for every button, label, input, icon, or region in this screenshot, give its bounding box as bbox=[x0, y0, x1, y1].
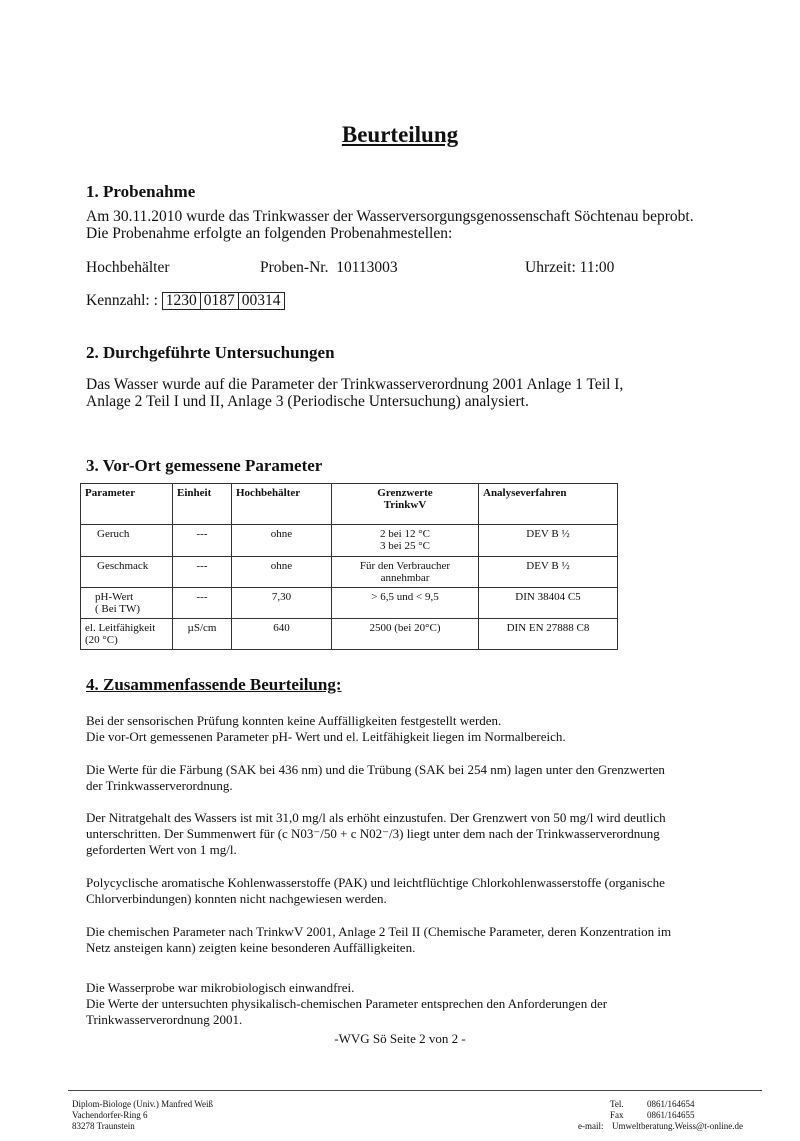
summary-paragraph-2 bbox=[86, 762, 736, 794]
sample-time-label: Uhrzeit: bbox=[525, 259, 576, 276]
col-header-hochbehaelter: Hochbehälter bbox=[232, 484, 332, 525]
table-row bbox=[81, 619, 618, 650]
summary-line: Die Werte der untersuchten physikalisch-chemischen Parameter entsprechen den Anforderungen der bbox=[86, 996, 608, 1011]
summary-line: Die Wasserprobe war mikrobiologisch einwandfrei. bbox=[86, 980, 355, 995]
sample-time-row bbox=[525, 259, 614, 276]
cell-parameter-line2: (20 °C) bbox=[85, 634, 118, 646]
section2-heading: 2. Durchgeführte Untersuchungen bbox=[86, 343, 335, 362]
cell-grenzwert: 2500 (bei 20°C) bbox=[332, 619, 479, 650]
cell-grenzwert bbox=[332, 557, 479, 588]
cell-wert: 640 bbox=[232, 619, 332, 650]
summary-line: Chlorverbindungen) konnten nicht nachgewiesen werden. bbox=[86, 891, 387, 906]
summary-paragraph-4 bbox=[86, 875, 736, 907]
cell-parameter: Geschmack bbox=[81, 557, 173, 588]
cell-wert: ohne bbox=[232, 557, 332, 588]
cell-grenzwert bbox=[332, 525, 479, 557]
col-header-grenzwerte-line1: Grenzwerte bbox=[377, 487, 433, 499]
cell-parameter-line2: ( Bei TW) bbox=[95, 603, 141, 615]
footer-tel: 0861/164654 bbox=[647, 1099, 695, 1109]
footer-email-label: e-mail: bbox=[578, 1121, 604, 1131]
page-title: Beurteilung bbox=[341, 122, 459, 147]
summary-line: Die chemischen Parameter nach TrinkwV 2001, Anlage 2 Teil II (Chemische Parameter, deren Konzentration im bbox=[86, 924, 672, 939]
cell-parameter: Geruch bbox=[81, 525, 173, 557]
footer-divider bbox=[68, 1090, 762, 1091]
cell-verfahren: DIN 38404 C5 bbox=[479, 588, 618, 619]
footer-city: 83278 Traunstein bbox=[72, 1121, 135, 1131]
cell-einheit: --- bbox=[173, 557, 232, 588]
section2-line1: Das Wasser wurde auf die Parameter der Trinkwasserverordnung 2001 Anlage 1 Teil I, bbox=[86, 376, 624, 393]
col-header-einheit: Einheit bbox=[173, 484, 232, 525]
sample-number-row bbox=[260, 259, 398, 276]
summary-line: Polycyclische aromatische Kohlenwasserstoffe (PAK) und leichtflüchtige Chlorkohlenwasserstoffe (organische bbox=[86, 875, 665, 890]
kennzahl-label: Kennzahl: : bbox=[86, 292, 158, 309]
section2-line2: Anlage 2 Teil I und II, Anlage 3 (Periodische Untersuchung) analysiert. bbox=[86, 393, 529, 410]
footer-name: Diplom-Biologe (Univ.) Manfred Weiß bbox=[72, 1099, 213, 1109]
cell-grenzwert-line1: Für den Verbraucher bbox=[359, 560, 451, 572]
col-header-parameter: Parameter bbox=[81, 484, 173, 525]
cell-grenzwert-line1: 2 bei 12 °C bbox=[380, 528, 430, 540]
summary-line: Die vor-Ort gemessenen Parameter pH- Wert und el. Leitfähigkeit liegen im Normalbereich. bbox=[86, 729, 566, 744]
footer-contact bbox=[578, 1099, 743, 1132]
footer-fax-label: Fax bbox=[610, 1110, 624, 1120]
table-row bbox=[81, 525, 618, 557]
cell-wert: ohne bbox=[232, 525, 332, 557]
cell-parameter-line1: el. Leitfähigkeit bbox=[85, 622, 156, 634]
cell-einheit: --- bbox=[173, 588, 232, 619]
cell-verfahren: DEV B ½ bbox=[479, 557, 618, 588]
cell-parameter bbox=[81, 619, 173, 650]
table-header-row bbox=[81, 484, 618, 525]
summary-line: Bei der sensorischen Prüfung konnten keine Auffälligkeiten festgestellt werden. bbox=[86, 713, 502, 728]
summary-paragraph-5 bbox=[86, 924, 736, 956]
table-row bbox=[81, 588, 618, 619]
sample-number: 10113003 bbox=[336, 259, 398, 276]
kennzahl-part-2: 0187 bbox=[200, 292, 239, 310]
summary-line: der Trinkwasserverordnung. bbox=[86, 778, 233, 793]
section1-line1: Am 30.11.2010 wurde das Trinkwasser der Wasserversorgungsgenossenschaft Söchtenau beprobt. bbox=[86, 208, 694, 225]
cell-grenzwert-line2: 3 bei 25 °C bbox=[380, 540, 430, 552]
cell-verfahren: DEV B ½ bbox=[479, 525, 618, 557]
cell-parameter bbox=[81, 588, 173, 619]
summary-line: Trinkwasserverordnung 2001. bbox=[86, 1012, 243, 1027]
summary-line: Der Nitratgehalt des Wassers ist mit 31,0 mg/l als erhöht einzustufen. Der Grenzwert von 50 mg/l wird deutlich bbox=[86, 810, 666, 825]
cell-parameter-line1: pH-Wert bbox=[95, 591, 134, 603]
kennzahl-part-3: 00314 bbox=[238, 292, 285, 310]
kennzahl-part-1: 1230 bbox=[162, 292, 201, 310]
sample-location: Hochbehälter bbox=[86, 259, 170, 276]
section4-heading: 4. Zusammenfassende Beurteilung: bbox=[86, 675, 342, 694]
page-marker: -WVG Sö Seite 2 von 2 - bbox=[334, 1031, 466, 1046]
summary-line: Die Werte für die Färbung (SAK bei 436 nm) und die Trübung (SAK bei 254 nm) lagen unter den Grenzwerten bbox=[86, 762, 665, 777]
footer-email[interactable]: Umweltberatung.Weiss@t-online.de bbox=[612, 1121, 744, 1131]
col-header-verfahren: Analyseverfahren bbox=[479, 484, 618, 525]
cell-einheit: µS/cm bbox=[173, 619, 232, 650]
section1-heading: 1. Probenahme bbox=[86, 182, 196, 201]
summary-paragraph-6 bbox=[86, 980, 736, 1028]
cell-wert: 7,30 bbox=[232, 588, 332, 619]
cell-grenzwert: > 6,5 und < 9,5 bbox=[332, 588, 479, 619]
footer-address bbox=[72, 1099, 213, 1132]
section3-heading: 3. Vor-Ort gemessene Parameter bbox=[86, 456, 323, 475]
kennzahl-row bbox=[86, 292, 284, 310]
sample-time: 11:00 bbox=[579, 259, 615, 276]
col-header-grenzwerte-line2: TrinkwV bbox=[383, 499, 427, 511]
footer-tel-label: Tel. bbox=[610, 1099, 624, 1109]
sample-number-label: Proben-Nr. bbox=[260, 259, 329, 276]
footer-fax: 0861/164655 bbox=[647, 1110, 695, 1120]
section1-line2: Die Probenahme erfolgte an folgenden Probenahmestellen: bbox=[86, 225, 453, 242]
summary-paragraph-1 bbox=[86, 713, 736, 745]
summary-line: unterschritten. Der Summenwert für (c N03⁻/50 + c N02⁻/3) liegt unter dem nach der Trinkwasserverordnung bbox=[86, 826, 660, 841]
summary-line: Netz ansteigen kann) zeigten keine besonderen Auffälligkeiten. bbox=[86, 940, 416, 955]
parameter-table bbox=[80, 483, 618, 650]
cell-verfahren: DIN EN 27888 C8 bbox=[479, 619, 618, 650]
cell-grenzwert-line2: annehmbar bbox=[380, 572, 430, 584]
col-header-grenzwerte bbox=[332, 484, 479, 525]
cell-einheit: --- bbox=[173, 525, 232, 557]
footer-street: Vachendorfer-Ring 6 bbox=[72, 1110, 148, 1120]
table-row bbox=[81, 557, 618, 588]
summary-line: geforderten Wert von 1 mg/l. bbox=[86, 842, 237, 857]
summary-paragraph-3 bbox=[86, 810, 736, 858]
